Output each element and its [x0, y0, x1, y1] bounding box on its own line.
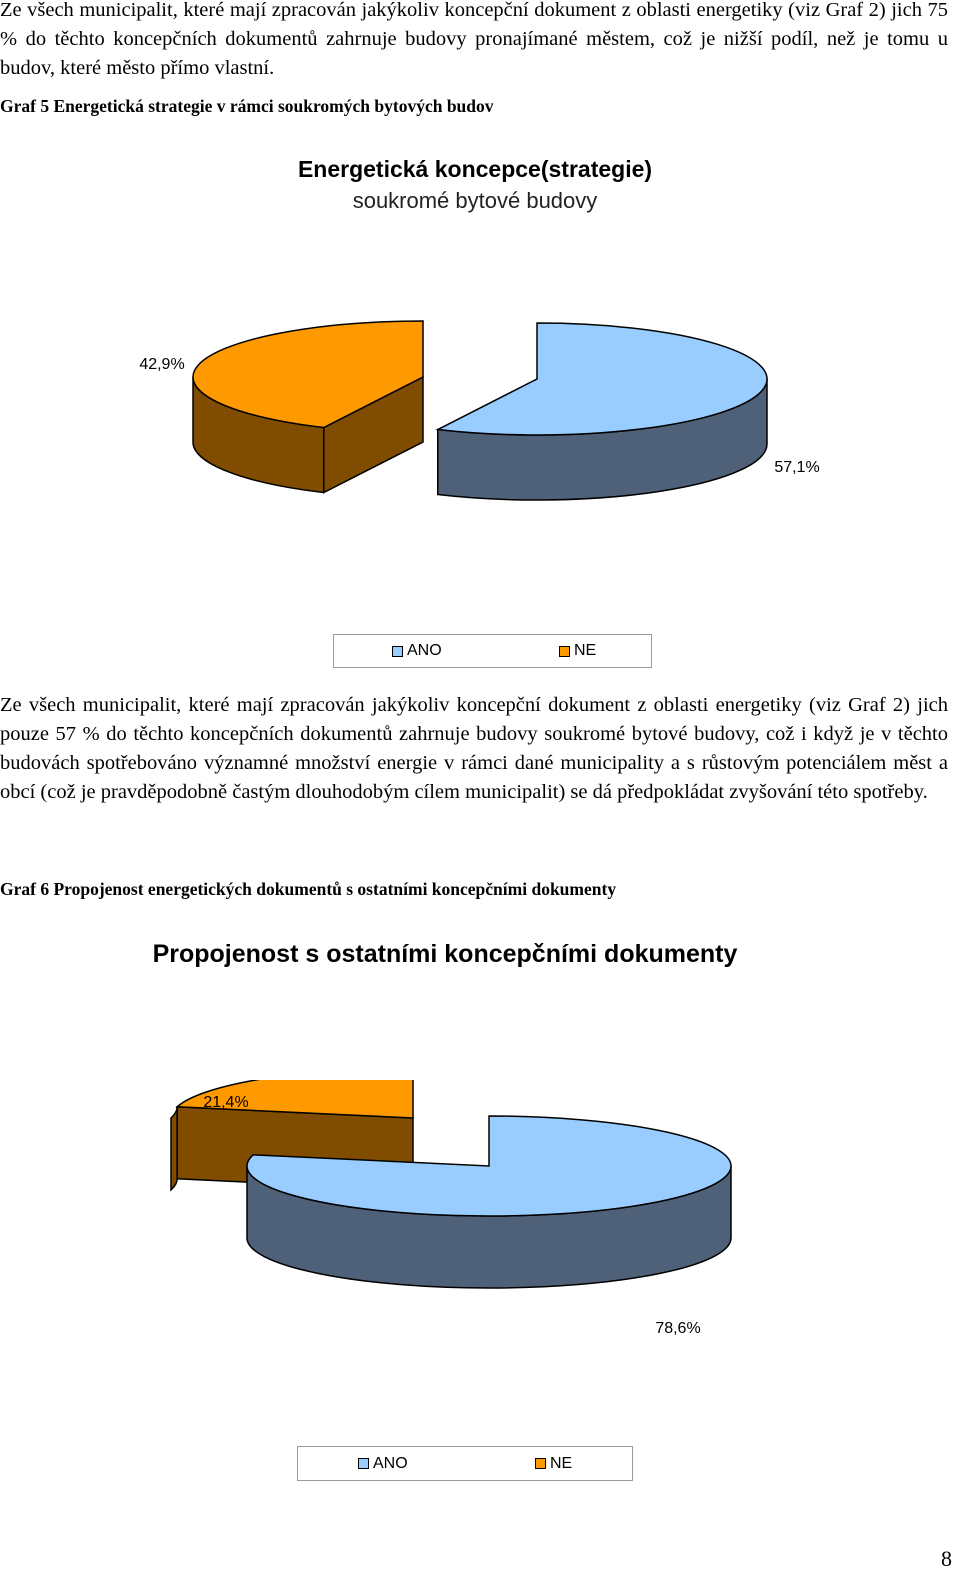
chart-2-legend-ne: [535, 1455, 572, 1473]
chart-2-title: Propojenost s ostatními koncepčními dokumenty: [152, 940, 738, 968]
chart-1-legend-ano: [392, 642, 442, 660]
chart-2-slice-ne-side: [171, 1107, 177, 1190]
page-number: 8: [941, 1546, 952, 1571]
chart-1-label-ano: 57,1%: [774, 459, 820, 476]
legend-swatch-ano: [392, 646, 403, 657]
paragraph-1: Ze všech municipalit, které mají zpracován jakýkoliv koncepční dokument z oblasti energetiky (viz Graf 2) jich 75 % do těchto koncepčních dokumentů zahrnuje budovy pronajímané městem, což je nižší podíl, než je tomu u budov, které město přímo vlastní.: [0, 0, 948, 79]
paragraph-2: Ze všech municipalit, které mají zpracován jakýkoliv koncepční dokument z oblasti energetiky (viz Graf 2) jich pouze 57 % do těchto koncepčních dokumentů zahrnuje budovy soukromé bytové budovy, což i když je v těchto budovách spotřebováno významné množství energie v rámci dané municipality a s růstovým potenciálem měst a obcí (což je pravděpodobně častým dlouhodobým cílem municipalit) se dá předpokládat zvyšování této spotřeby.: [0, 694, 948, 803]
figure-caption-2: Graf 6 Propojenost energetických dokumentů s ostatními koncepčními dokumenty: [0, 879, 617, 899]
legend-swatch-ne: [535, 1458, 546, 1469]
legend-swatch-ano: [358, 1458, 369, 1469]
chart-1-title: Energetická koncepce(strategie): [297, 156, 653, 182]
chart-2-legend: [297, 1446, 633, 1481]
chart-2-svg: [0, 1080, 960, 1380]
chart-1-legend-ne: [559, 642, 596, 660]
chart-1-svg: [0, 310, 960, 610]
legend-label-ne: NE: [574, 642, 597, 659]
chart-1-label-ne: 42,9%: [139, 356, 185, 373]
legend-label-ano: ANO: [373, 1454, 408, 1472]
legend-swatch-ne: [559, 646, 570, 657]
figure-caption-1: Graf 5 Energetická strategie v rámci soukromých bytových budov: [0, 96, 494, 116]
chart-1-subtitle: soukromé bytové budovy: [352, 188, 598, 213]
legend-label-ano: ANO: [407, 642, 442, 659]
legend-label-ne: NE: [550, 1454, 573, 1472]
chart-2-label-ne: 21,4%: [203, 1094, 249, 1111]
chart-2-legend-ano: [358, 1455, 408, 1473]
chart-1-legend: [333, 634, 652, 668]
chart-2-label-ano: 78,6%: [655, 1320, 701, 1337]
